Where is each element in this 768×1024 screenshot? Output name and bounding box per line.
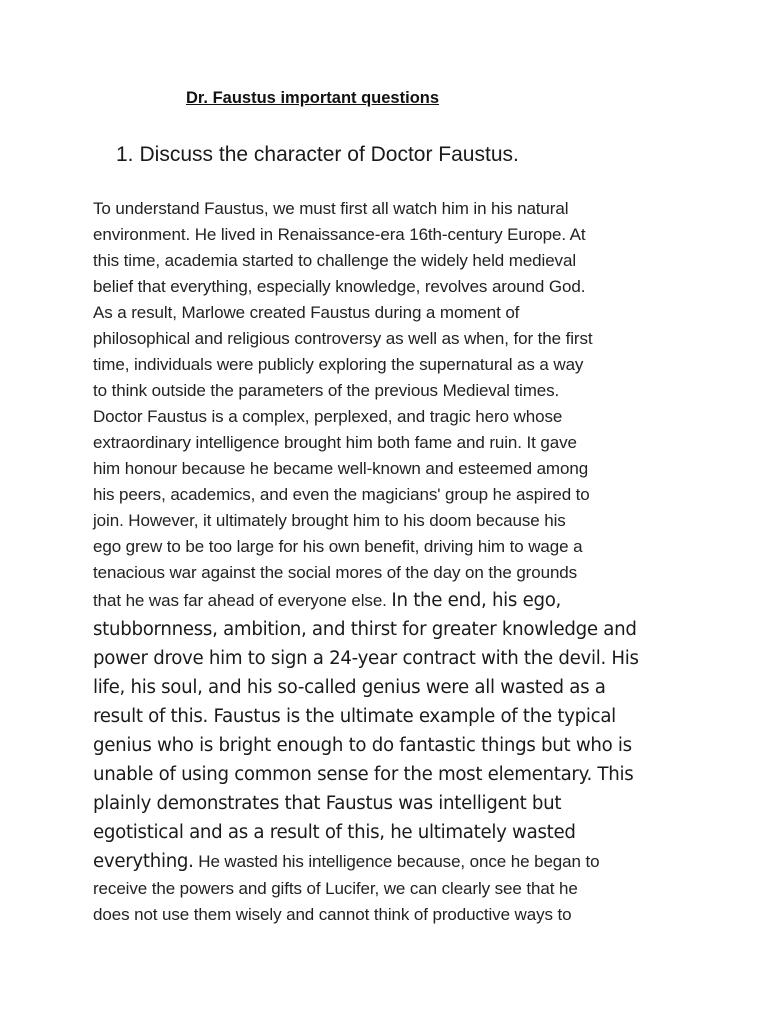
text-segment: does not use them wisely and cannot think of productive ways to [93,905,572,924]
text-line [93,847,693,876]
text-segment-large: life, his soul, and his so-called genius were all wasted as a [93,677,606,698]
text-segment-large: In the end, his ego, [391,590,562,611]
text-line [93,456,693,482]
answer-body [93,196,693,928]
text-segment: tenacious war against the social mores of the day on the grounds [93,563,578,582]
text-line [93,644,693,673]
text-line [93,300,693,326]
text-line [93,702,693,731]
text-line [93,876,693,902]
text-line [93,326,693,352]
text-line [93,760,693,789]
text-segment: He wasted his intelligence because, once he began to [193,852,600,871]
text-segment: To understand Faustus, we must first all watch him in his natural [93,199,569,218]
text-segment: him honour because he became well-known and esteemed among [93,459,589,478]
text-line [93,560,693,586]
text-line [93,404,693,430]
text-line [93,789,693,818]
text-line [93,482,693,508]
text-line [93,731,693,760]
question-heading [116,143,519,167]
text-line [93,196,693,222]
text-segment: that he was far ahead of everyone else. [93,591,392,610]
text-segment: As a result, Marlowe created Faustus during a moment of [93,303,520,322]
text-segment: join. However, it ultimately brought him to his doom because his [93,511,566,530]
document-title: Dr. Faustus important questions [186,89,440,107]
text-line [93,508,693,534]
text-segment: receive the powers and gifts of Lucifer, we can clearly see that he [93,879,578,898]
text-segment: this time, academia started to challenge the widely held medieval [93,251,576,270]
text-line [93,902,693,928]
text-line [93,378,693,404]
text-segment-large: power drove him to sign a 24-year contract with the devil. His [93,648,639,669]
text-line [93,586,693,615]
text-segment: environment. He lived in Renaissance-era 16th-century Europe. At [93,225,586,244]
text-segment-large: stubbornness, ambition, and thirst for greater knowledge and [93,619,637,640]
text-line [93,222,693,248]
text-line [93,248,693,274]
text-segment: Doctor Faustus is a complex, perplexed, and tragic hero whose [93,407,563,426]
text-line [93,615,693,644]
text-segment: his peers, academics, and even the magicians' group he aspired to [93,485,590,504]
text-segment-large: genius who is bright enough to do fantastic things but who is [93,735,632,756]
text-line [93,352,693,378]
text-segment: belief that everything, especially knowledge, revolves around God. [93,277,586,296]
question-text: Discuss the character of Doctor Faustus. [139,143,519,166]
text-line [93,430,693,456]
text-segment-large: unable of using common sense for the most elementary. This [93,764,634,785]
text-segment-large: egotistical and as a result of this, he ultimately wasted [93,822,576,843]
text-line [93,534,693,560]
text-line [93,274,693,300]
text-segment: ego grew to be too large for his own benefit, driving him to wage a [93,537,583,556]
text-segment-large: result of this. Faustus is the ultimate example of the typical [93,706,616,727]
text-segment-large: everything. [93,851,194,872]
text-segment-large: plainly demonstrates that Faustus was intelligent but [93,793,562,814]
text-segment: to think outside the parameters of the previous Medieval times. [93,381,560,400]
text-segment: time, individuals were publicly exploring the supernatural as a way [93,355,584,374]
text-segment: philosophical and religious controversy as well as when, for the first [93,329,593,348]
text-line [93,673,693,702]
text-line [93,818,693,847]
text-segment: extraordinary intelligence brought him both fame and ruin. It gave [93,433,577,452]
question-number: 1. [116,143,134,166]
